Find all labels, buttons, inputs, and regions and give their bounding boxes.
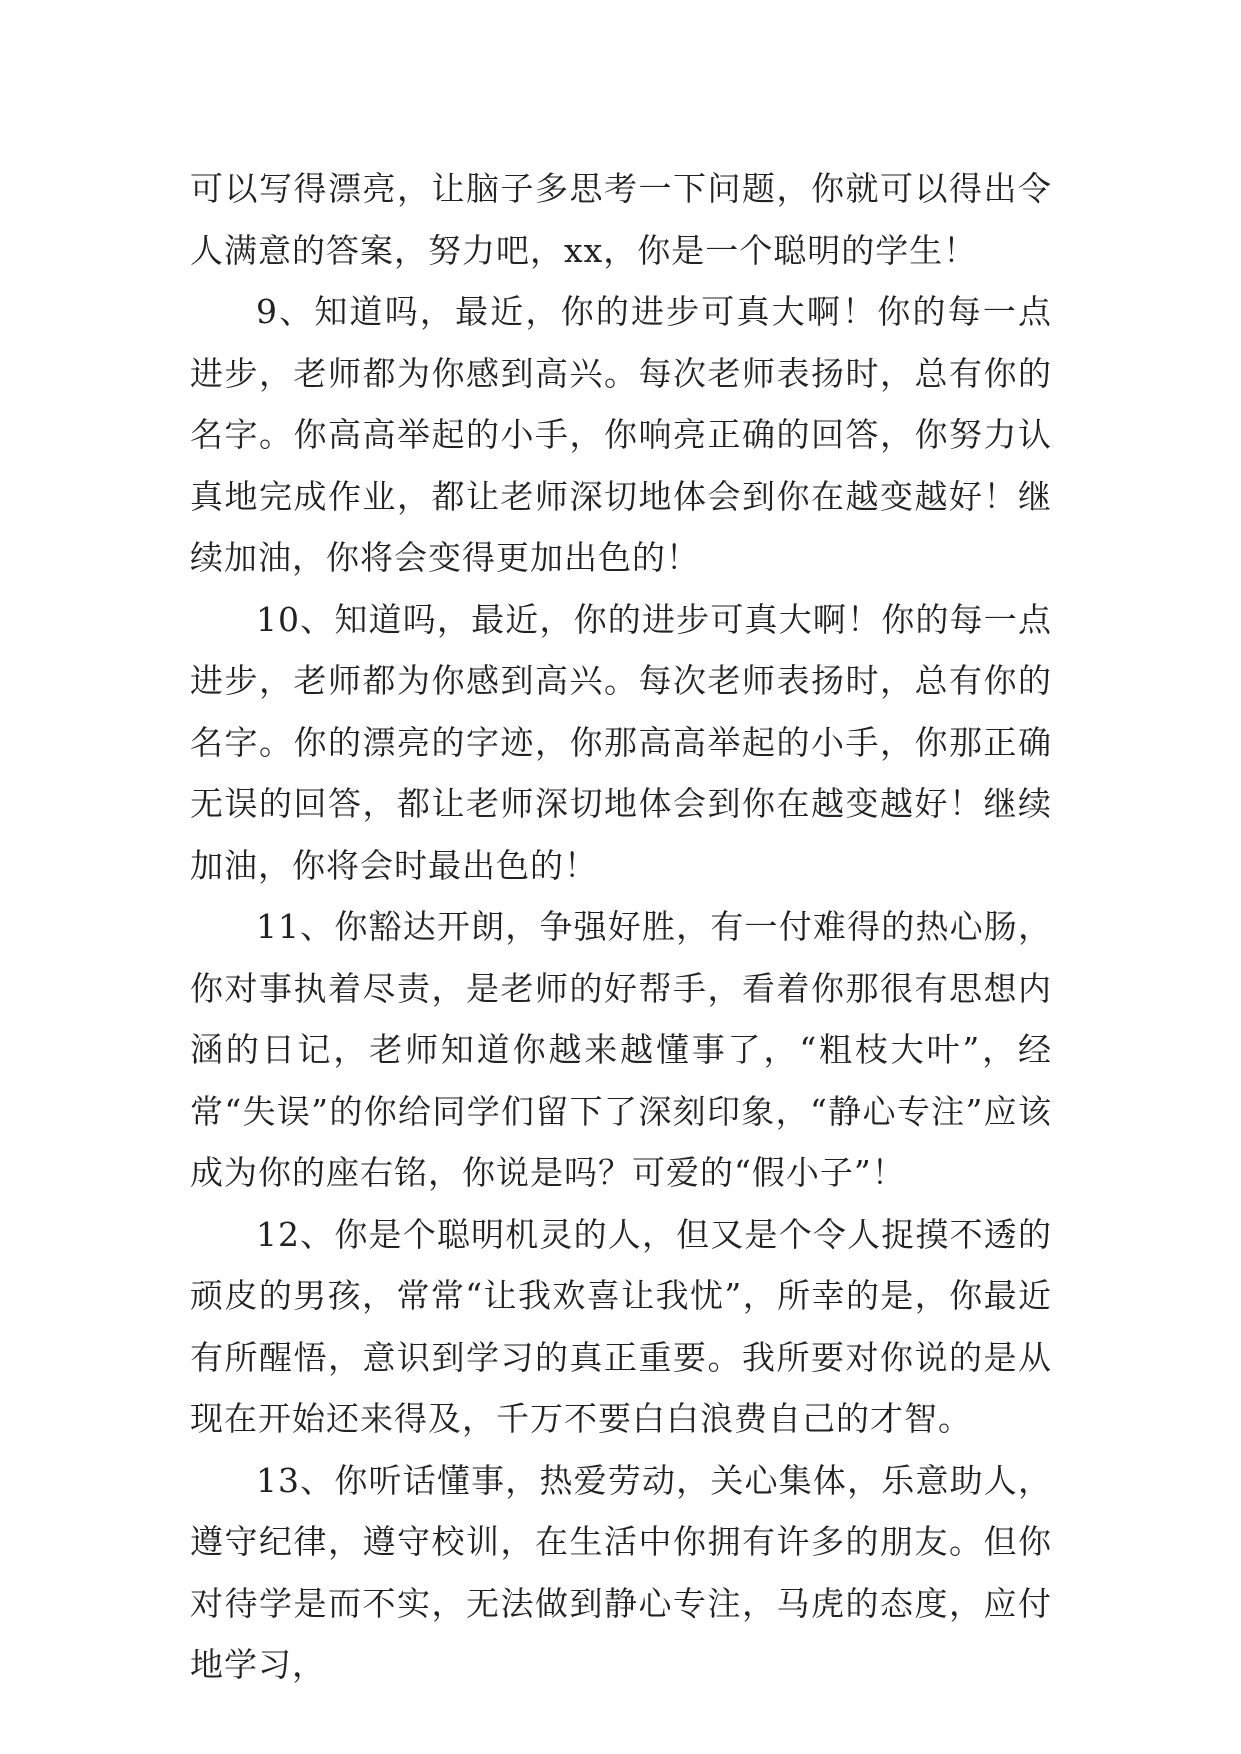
- paragraph-8-continued: 可以写得漂亮，让脑子多思考一下问题，你就可以得出令人满意的答案，努力吧，xx，你是一个聪明的学生！: [190, 169, 1052, 270]
- paragraph-10: 10、知道吗，最近，你的进步可真大啊！你的每一点进步，老师都为你感到高兴。每次老师表扬时，总有你的名字。你的漂亮的字迹，你那高高举起的小手，你那正确无误的回答，都让老师深切地体会到你在越变越好！继续加油，你将会时最出色的！: [190, 599, 1052, 885]
- document-body: [190, 158, 1052, 1696]
- paragraph-12: 12、你是个聪明机灵的人，但又是个令人捉摸不透的顽皮的男孩，常常“让我欢喜让我忧”，所幸的是，你最近有所醒悟，意识到学习的真正重要。我所要对你说的是从现在开始还来得及，千万不要白白浪费自己的才智。: [190, 1214, 1052, 1438]
- paragraph-11: 11、你豁达开朗，争强好胜，有一付难得的热心肠，你对事执着尽责，是老师的好帮手，看着你那很有思想内涵的日记，老师知道你越来越懂事了，“粗枝大叶”，经常“失误”的你给同学们留下了深刻印象，“静心专注”应该成为你的座右铭，你说是吗？可爱的“假小子”！: [190, 907, 1052, 1192]
- paragraph-13: 13、你听话懂事，热爱劳动，关心集体，乐意助人，遵守纪律，遵守校训，在生活中你拥有许多的朋友。但你对待学是而不实，无法做到静心专注，马虎的态度，应付地学习，: [190, 1460, 1052, 1684]
- paragraph-9: 9、知道吗，最近，你的进步可真大啊！你的每一点进步，老师都为你感到高兴。每次老师表扬时，总有你的名字。你高高举起的小手，你响亮正确的回答，你努力认真地完成作业，都让老师深切地体会到你在越变越好！继续加油，你将会变得更加出色的！: [190, 292, 1052, 577]
